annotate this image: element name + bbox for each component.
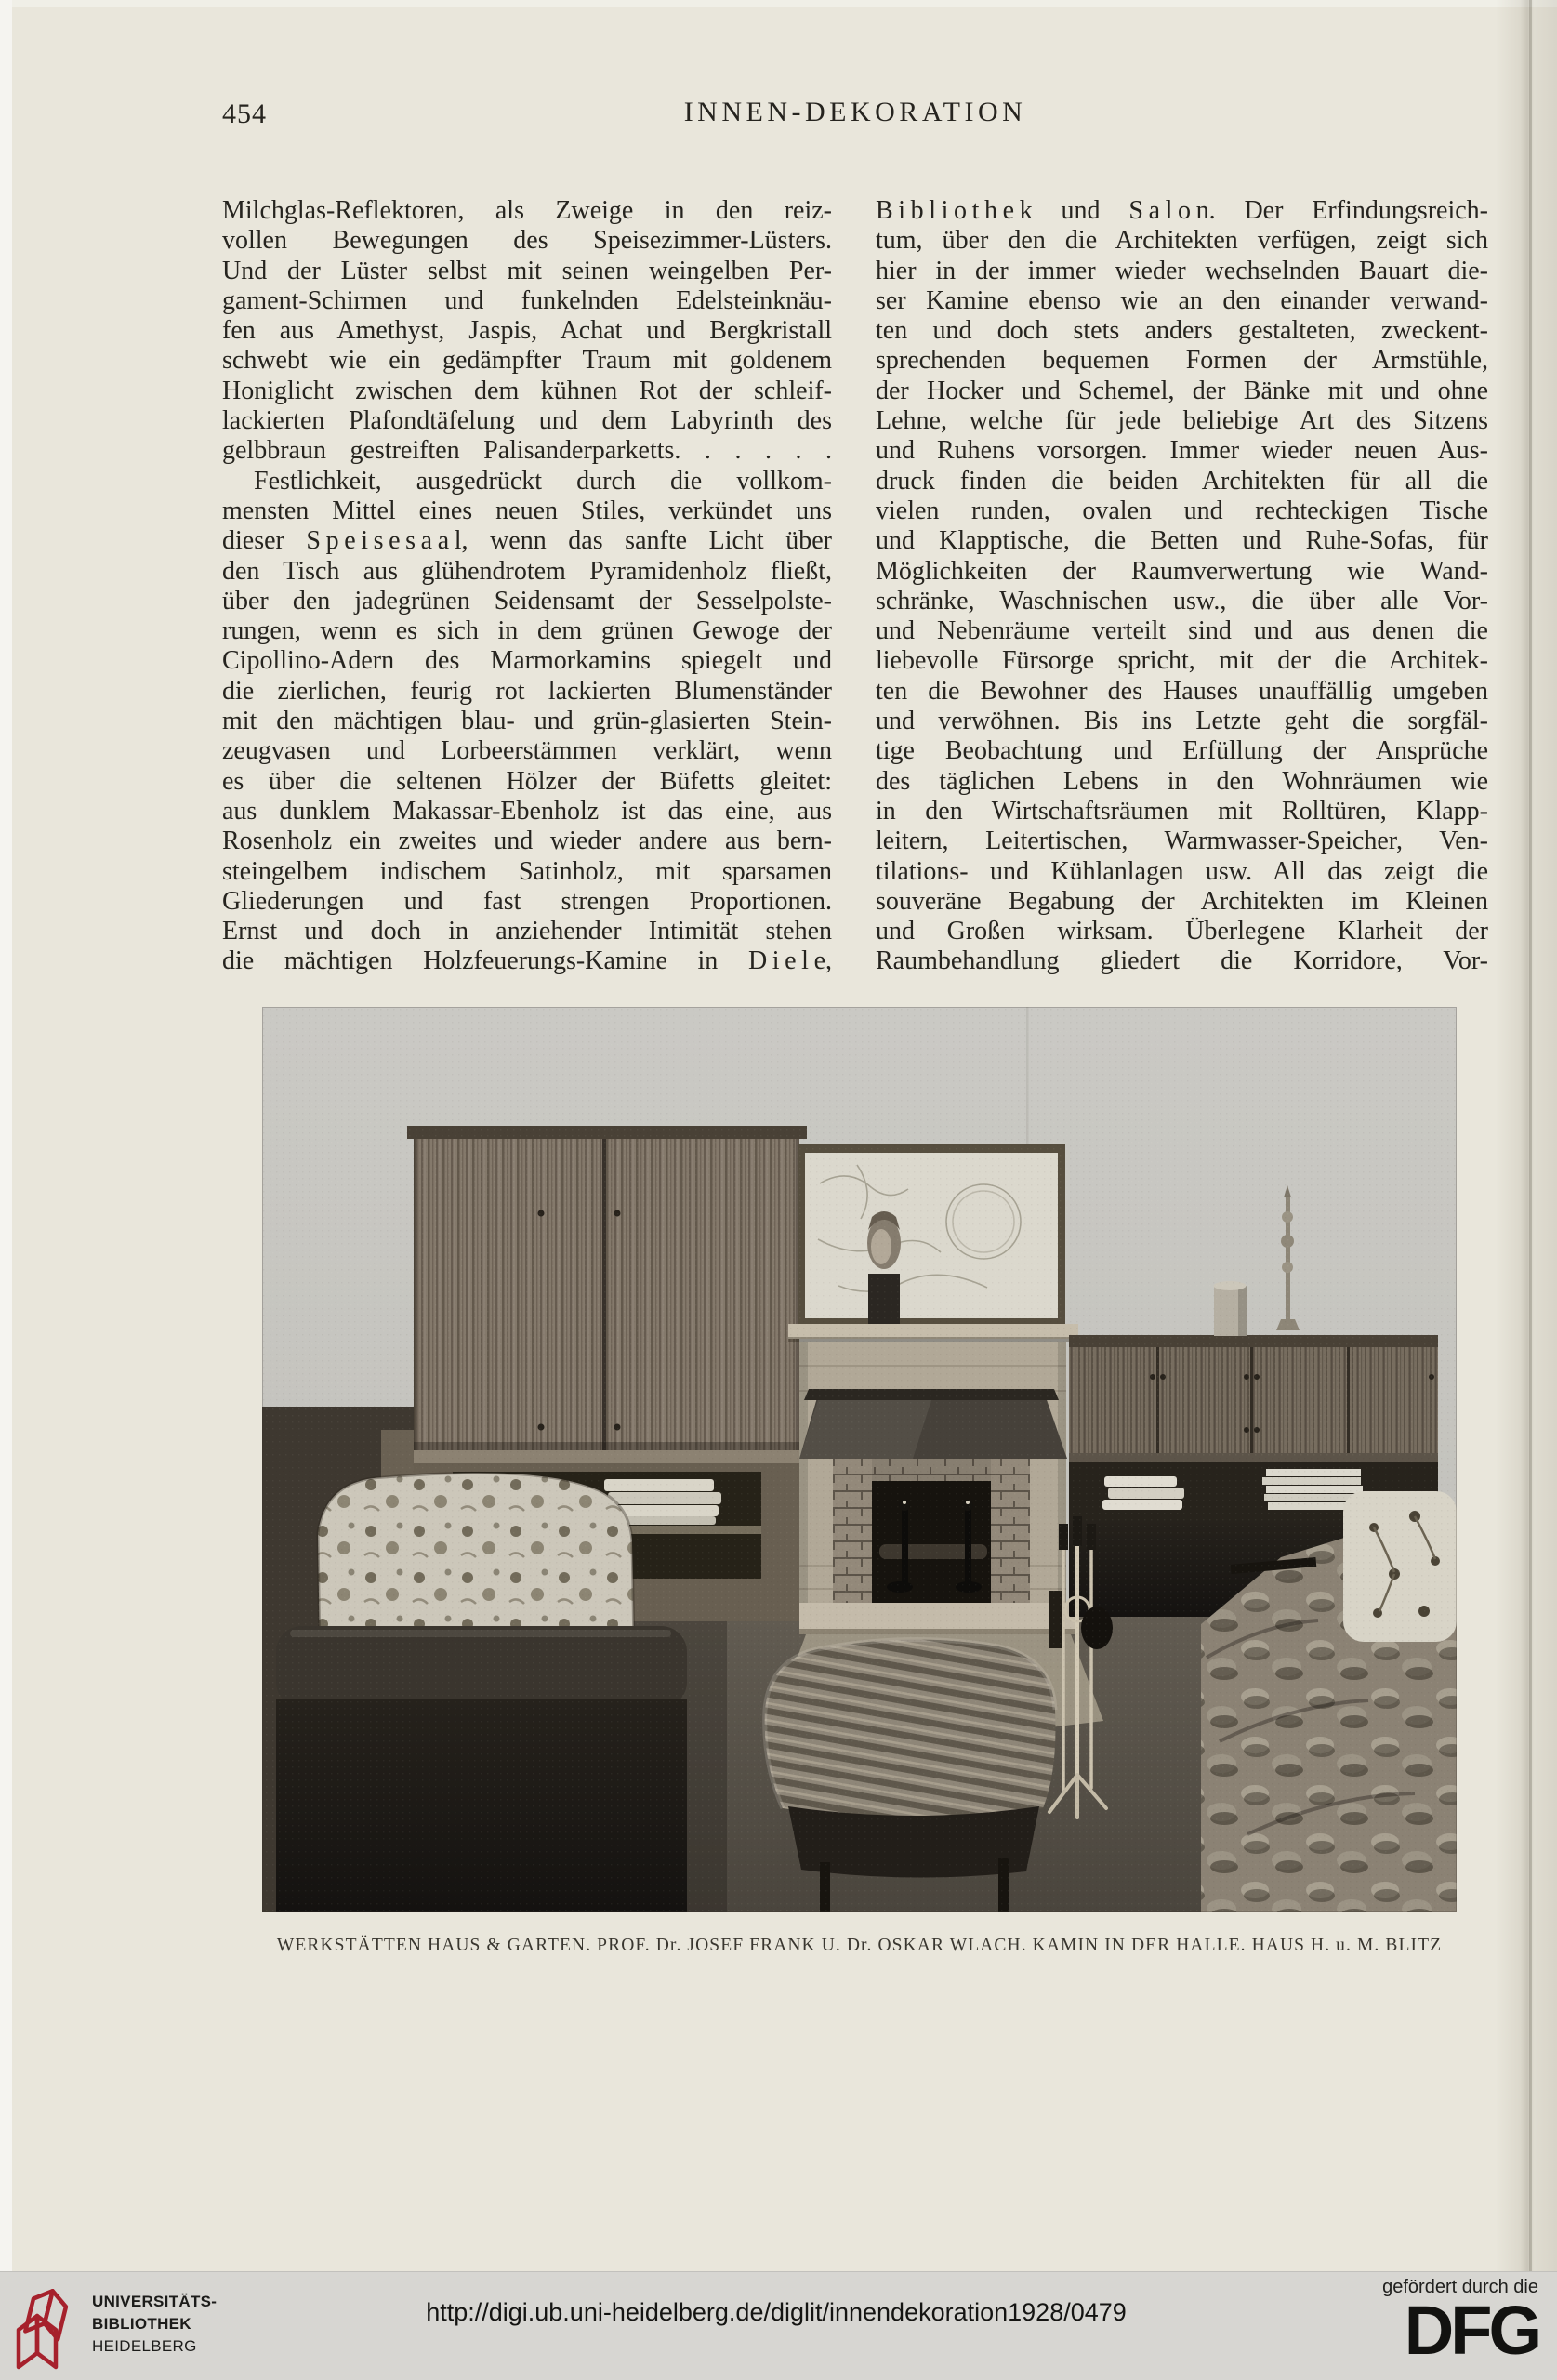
text-line: hier in der immer wieder wechselnden Bauart die- bbox=[876, 256, 1488, 285]
page-top-edge bbox=[0, 0, 1557, 7]
text-line: des täglichen Lebens in den Wohnräumen wie bbox=[876, 766, 1488, 796]
library-logo-text bbox=[92, 2291, 217, 2358]
text-line: zeugvasen und Lorbeerstämmen verklärt, wenn bbox=[222, 736, 832, 766]
library-name-line3: HEIDELBERG bbox=[92, 2337, 197, 2355]
text-line: Milchglas-Reflektoren, als Zweige in den reiz- bbox=[222, 196, 832, 225]
text-line: schränke, Waschnischen usw., die über alle Vor- bbox=[876, 586, 1488, 615]
text-line: lackierten Plafondtäfelung und dem Labyrinth des bbox=[222, 406, 832, 436]
journal-title: INNEN-DEKORATION bbox=[683, 97, 1027, 127]
text-line: über den jadegrünen Seidensamt der Sesselpolste- bbox=[222, 586, 832, 615]
text-line: Cipollino-Adern des Marmorkamins spiegelt und bbox=[222, 646, 832, 676]
text-line: die mächtigen Holzfeuerungs-Kamine in D i e l e, bbox=[222, 946, 832, 976]
text-line: leitern, Leitertischen, Warmwasser-Speicher, Ven- bbox=[876, 826, 1488, 856]
hall-photo-figure bbox=[262, 1007, 1457, 1912]
text-line: Rosenholz ein zweites und wieder andere aus bern- bbox=[222, 826, 832, 856]
text-line: fen aus Amethyst, Jaspis, Achat und Bergkristall bbox=[222, 316, 832, 346]
text-line: ten und doch stets anders gestalteten, zweckent- bbox=[876, 316, 1488, 346]
page-left-edge bbox=[0, 0, 12, 2271]
text-line: und Großen wirksam. Überlegene Klarheit der bbox=[876, 917, 1488, 946]
text-line: sprechenden bequemen Formen der Armstühle, bbox=[876, 346, 1488, 376]
funding-note: gefördert durch die bbox=[1382, 2277, 1538, 2297]
page-number: 454 bbox=[222, 99, 267, 129]
text-line: Raumbehandlung gliedert die Korridore, Vor- bbox=[876, 946, 1488, 976]
text-line: und Ruhens vorsorgen. Immer wieder neuen Aus- bbox=[876, 436, 1488, 466]
text-line: vielen runden, ovalen und rechteckigen Tische bbox=[876, 496, 1488, 525]
text-line: aus dunklem Makassar-Ebenholz ist das eine, aus bbox=[222, 796, 832, 826]
text-line: schwebt wie ein gedämpfter Traum mit goldenem bbox=[222, 346, 832, 376]
text-line: den Tisch aus glühendrotem Pyramidenholz fließt, bbox=[222, 556, 832, 586]
text-line: Gliederungen und fast strengen Proportionen. bbox=[222, 886, 832, 916]
text-line: gelbbraun gestreiften Palisanderparketts. . . . . . bbox=[222, 436, 832, 466]
text-line: ten die Bewohner des Hauses unauffällig umgeben bbox=[876, 676, 1488, 706]
text-line: dieser S p e i s e s a a l, wenn das sanfte Licht über bbox=[222, 526, 832, 556]
text-line: tige Beobachtung und Erfüllung der Ansprüche bbox=[876, 736, 1488, 766]
text-line: Möglichkeiten der Raumverwertung wie Wand- bbox=[876, 556, 1488, 586]
text-line: und Nebenräume verteilt sind und aus denen die bbox=[876, 616, 1488, 646]
text-line: rungen, wenn es sich in dem grünen Gewoge der bbox=[222, 616, 832, 646]
footer-bar bbox=[0, 2271, 1557, 2380]
dfg-logo: DFG bbox=[1404, 2292, 1538, 2369]
text-line: Honiglicht zwischen dem kühnen Rot der schleif- bbox=[222, 376, 832, 405]
text-line: mit den mächtigen blau- und grün-glasierten Stein- bbox=[222, 707, 832, 736]
text-line: souveräne Begabung der Architekten im Kleinen bbox=[876, 886, 1488, 916]
article-column-left bbox=[222, 196, 832, 977]
library-name-line2: BIBLIOTHEK bbox=[92, 2315, 191, 2333]
text-line: druck finden die beiden Architekten für all die bbox=[876, 466, 1488, 496]
text-line: der Hocker und Schemel, der Bänke mit und ohne bbox=[876, 376, 1488, 405]
text-line: tum, über den die Architekten verfügen, zeigt sich bbox=[876, 226, 1488, 256]
funding-block bbox=[1297, 2277, 1538, 2369]
page-gutter-line bbox=[1529, 0, 1532, 2271]
hall-photo-art bbox=[262, 1007, 1457, 1912]
text-line: Und der Lüster selbst mit seinen weingelben Per- bbox=[222, 256, 832, 285]
library-logo-icon bbox=[13, 2281, 87, 2379]
text-line: die zierlichen, feurig rot lackierten Blumenständer bbox=[222, 676, 832, 706]
article-column-right bbox=[876, 196, 1488, 977]
text-line: und verwöhnen. Bis ins Letzte geht die sorgfäl- bbox=[876, 707, 1488, 736]
text-line: B i b l i o t h e k und S a l o n. Der Erfindungsreich- bbox=[876, 196, 1488, 225]
text-line: in den Wirtschaftsräumen mit Rolltüren, Klapp- bbox=[876, 796, 1488, 826]
library-name-line1: UNIVERSITÄTS- bbox=[92, 2293, 218, 2310]
page-gutter-shadow bbox=[1496, 0, 1557, 2271]
digitization-url: http://digi.ub.uni-heidelberg.de/diglit/innendekoration1928/0479 bbox=[426, 2298, 1127, 2326]
text-line: steingelbem indischem Satinholz, mit sparsamen bbox=[222, 856, 832, 886]
text-line: mensten Mittel eines neuen Stiles, verkündet uns bbox=[222, 496, 832, 525]
text-line: liebevolle Fürsorge spricht, mit der die Architek- bbox=[876, 646, 1488, 676]
photo-caption: WERKSTÄTTEN HAUS & GARTEN. PROF. Dr. JOSEF FRANK U. Dr. OSKAR WLACH. KAMIN IN DER HALLE. HAUS H. u. M. BLITZ bbox=[276, 1936, 1443, 1955]
text-line: gament-Schirmen und funkelnden Edelsteinknäu- bbox=[222, 285, 832, 315]
text-line: Ernst und doch in anziehender Intimität stehen bbox=[222, 917, 832, 946]
text-line: tilations- und Kühlanlagen usw. All das zeigt die bbox=[876, 856, 1488, 886]
text-line: ser Kamine ebenso wie an den einander verwand- bbox=[876, 285, 1488, 315]
text-line: vollen Bewegungen des Speisezimmer-Lüsters. bbox=[222, 226, 832, 256]
text-line: Festlichkeit, ausgedrückt durch die vollkom- bbox=[254, 466, 832, 496]
text-line: Lehne, welche für jede beliebige Art des Sitzens bbox=[876, 406, 1488, 436]
text-line: und Klapptische, die Betten und Ruhe-Sofas, für bbox=[876, 526, 1488, 556]
text-line: es über die seltenen Hölzer der Büfetts gleitet: bbox=[222, 766, 832, 796]
